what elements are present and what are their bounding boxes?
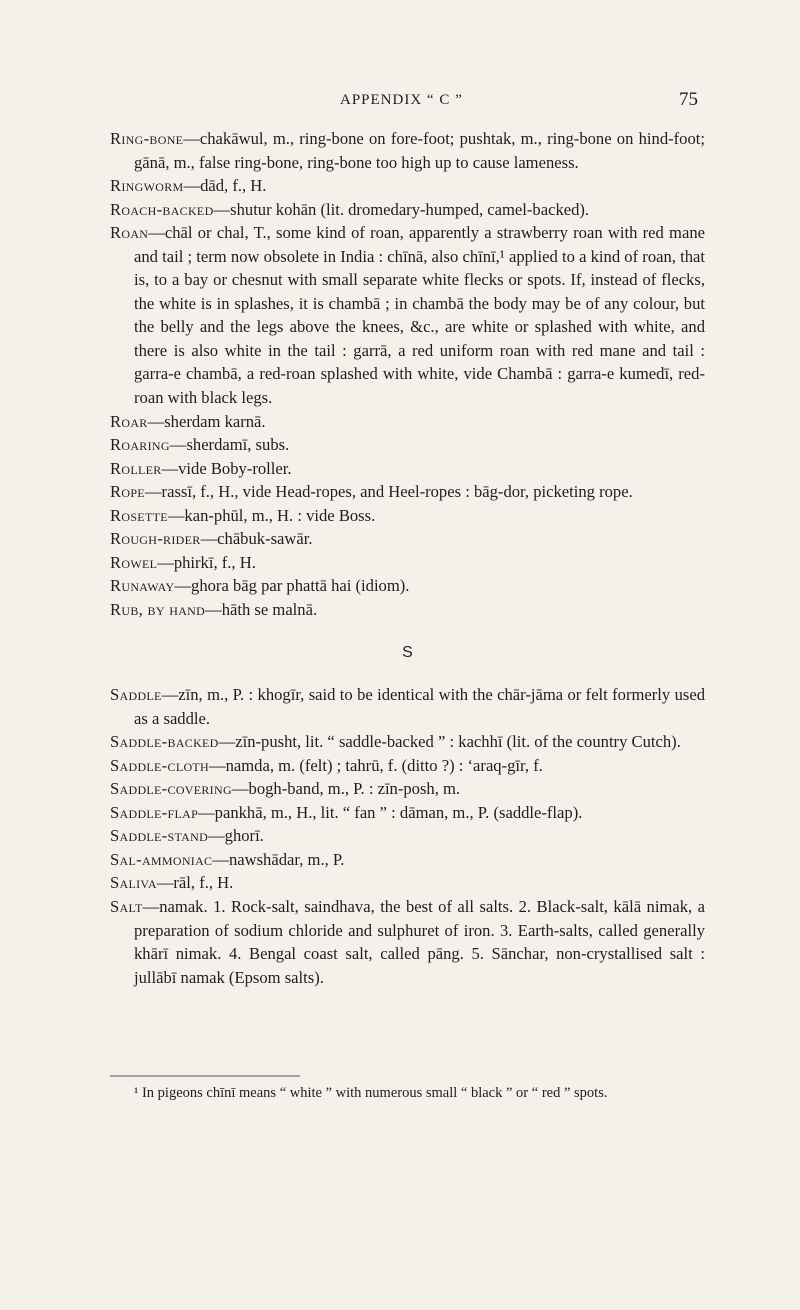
glossary-entry — [110, 457, 705, 481]
entry-definition: —vide Boby-roller. — [161, 458, 292, 478]
entry-definition: —dād, f., H. — [183, 176, 267, 196]
entry-headword: Saddle-cloth — [110, 755, 210, 775]
glossary-entry — [110, 730, 705, 754]
entry-definition: —rassī, f., H., vide Head-ropes, and Heel-ropes : bāg-dor, picketing rope. — [144, 482, 633, 502]
entry-headword: Saddle — [110, 685, 162, 705]
entry-definition: —ghora bāg par phattā hai (idiom). — [174, 576, 410, 596]
entry-definition: —bogh-band, m., P. : zīn-posh, m. — [231, 779, 461, 799]
entry-headword: Saddle-backed — [110, 732, 219, 752]
glossary-entry — [110, 754, 705, 778]
entry-definition: —zīn-pusht, lit. “ saddle-backed ” : kachhī (lit. of the country Cutch). — [218, 732, 681, 752]
entry-headword: Sal-ammoniac — [110, 849, 213, 869]
entry-definition: —sherdamī, subs. — [169, 435, 290, 455]
entry-headword: Salt — [110, 896, 143, 916]
glossary-entry — [110, 598, 705, 622]
glossary-body — [110, 127, 705, 989]
entry-definition: —nawshādar, m., P. — [212, 849, 345, 869]
glossary-entry — [110, 683, 705, 730]
footnote: ¹ In pigeons chīnī means “ white ” with numerous small “ black ” or “ red ” spots. — [134, 1085, 608, 1101]
entry-definition: —phirkī, f., H. — [157, 552, 256, 572]
entry-definition: —chakāwul, m., ring-bone on fore-foot; pushtak, m., ring-bone on hind-foot; gānā, m., false ring-bone, ring-bone too high up to cause lameness. — [134, 129, 705, 172]
entry-definition: —sherdam karnā. — [147, 411, 266, 431]
entry-definition: —pankhā, m., H., lit. “ fan ” : dāman, m., P. (saddle-flap). — [198, 802, 583, 822]
glossary-entry — [110, 551, 705, 575]
glossary-entry — [110, 198, 705, 222]
entry-headword: Saddle-covering — [110, 779, 232, 799]
glossary-entry — [110, 127, 705, 174]
entry-definition: —chāl or chal, T., some kind of roan, apparently a strawberry roan with red mane and tail ; term now obsolete in India : chīnā, also chīnī,¹ applied to a kind of roan, that is, to a bay or chesnut with small separate white flecks or spots. If, instead of flecks, the white is in splashes, it is chambā ; in chambā the body may be of any colour, but the belly and the legs above the knees, &c., are white or splashed with white, and there is also white in the tail : garrā, a red uniform roan with red mane and tail : garra-e chambā, a red-roan splashed with white, vide Chambā : garra-e kumedī, red-roan with black legs. — [134, 223, 705, 408]
entry-definition: —namda, m. (felt) ; tahrū, f. (ditto ?) : ‘araq-gīr, f. — [209, 755, 543, 775]
entry-definition: —zīn, m., P. : khogīr, said to be identical with the chār-jāma or felt formerly used as a saddle. — [134, 685, 705, 728]
glossary-entry — [110, 527, 705, 551]
entry-headword: Roaring — [110, 435, 170, 455]
entry-definition: —ghorī. — [208, 826, 264, 846]
page-number: 75 — [679, 89, 698, 110]
entry-headword: Ring-bone — [110, 129, 184, 148]
glossary-entry — [110, 174, 705, 198]
entries-s-section — [110, 683, 705, 989]
entry-headword: Roan — [110, 223, 149, 243]
entry-headword: Saddle-flap — [110, 802, 199, 822]
running-title: APPENDIX “ C ” — [340, 92, 463, 108]
glossary-entry — [110, 480, 705, 504]
entry-headword: Rope — [110, 482, 145, 502]
glossary-entry — [110, 221, 705, 409]
entry-headword: Rosette — [110, 505, 168, 525]
entry-headword: Ringworm — [110, 176, 184, 196]
glossary-entry — [110, 848, 705, 872]
entry-headword: Roar — [110, 411, 148, 431]
glossary-entry — [110, 504, 705, 528]
entry-headword: Rowel — [110, 552, 158, 572]
entry-headword: Runaway — [110, 576, 175, 596]
running-head — [0, 89, 800, 116]
entry-headword: Saddle-stand — [110, 826, 209, 846]
entries-r-section — [110, 127, 705, 621]
entry-headword: Roach-backed — [110, 199, 214, 219]
glossary-entry — [110, 824, 705, 848]
section-letter: S — [402, 644, 413, 662]
footnote-rule — [110, 1075, 705, 1077]
glossary-entry — [110, 801, 705, 825]
glossary-entry — [110, 895, 705, 989]
entry-definition: —shutur kohān (lit. dromedary-humped, camel-backed). — [213, 199, 590, 219]
entry-headword: Rub, by hand — [110, 599, 206, 619]
entry-headword: Saliva — [110, 873, 157, 893]
glossary-entry — [110, 433, 705, 457]
entry-definition: —rāl, f., H. — [156, 873, 234, 893]
glossary-entry — [110, 777, 705, 801]
glossary-entry — [110, 574, 705, 598]
glossary-entry — [110, 871, 705, 895]
entry-definition: —hāth se malnā. — [205, 599, 318, 619]
entry-headword: Rough-rider — [110, 529, 201, 549]
glossary-entry — [110, 410, 705, 434]
entry-headword: Roller — [110, 458, 162, 478]
entry-definition: —kan-phūl, m., H. : vide Boss. — [167, 505, 376, 525]
entry-definition: —namak. 1. Rock-salt, saindhava, the best of all salts. 2. Black-salt, kālā nimak, a preparation of sodium chloride and sulphuret of iron. 3. Earth-salts, called generally khārī nimak. 4. Bengal coast salt, called pāng. 5. Sānchar, non-crystallised salt : jullābī namak (Epsom salts). — [134, 896, 705, 987]
entry-definition: —chābuk-sawār. — [200, 529, 313, 549]
